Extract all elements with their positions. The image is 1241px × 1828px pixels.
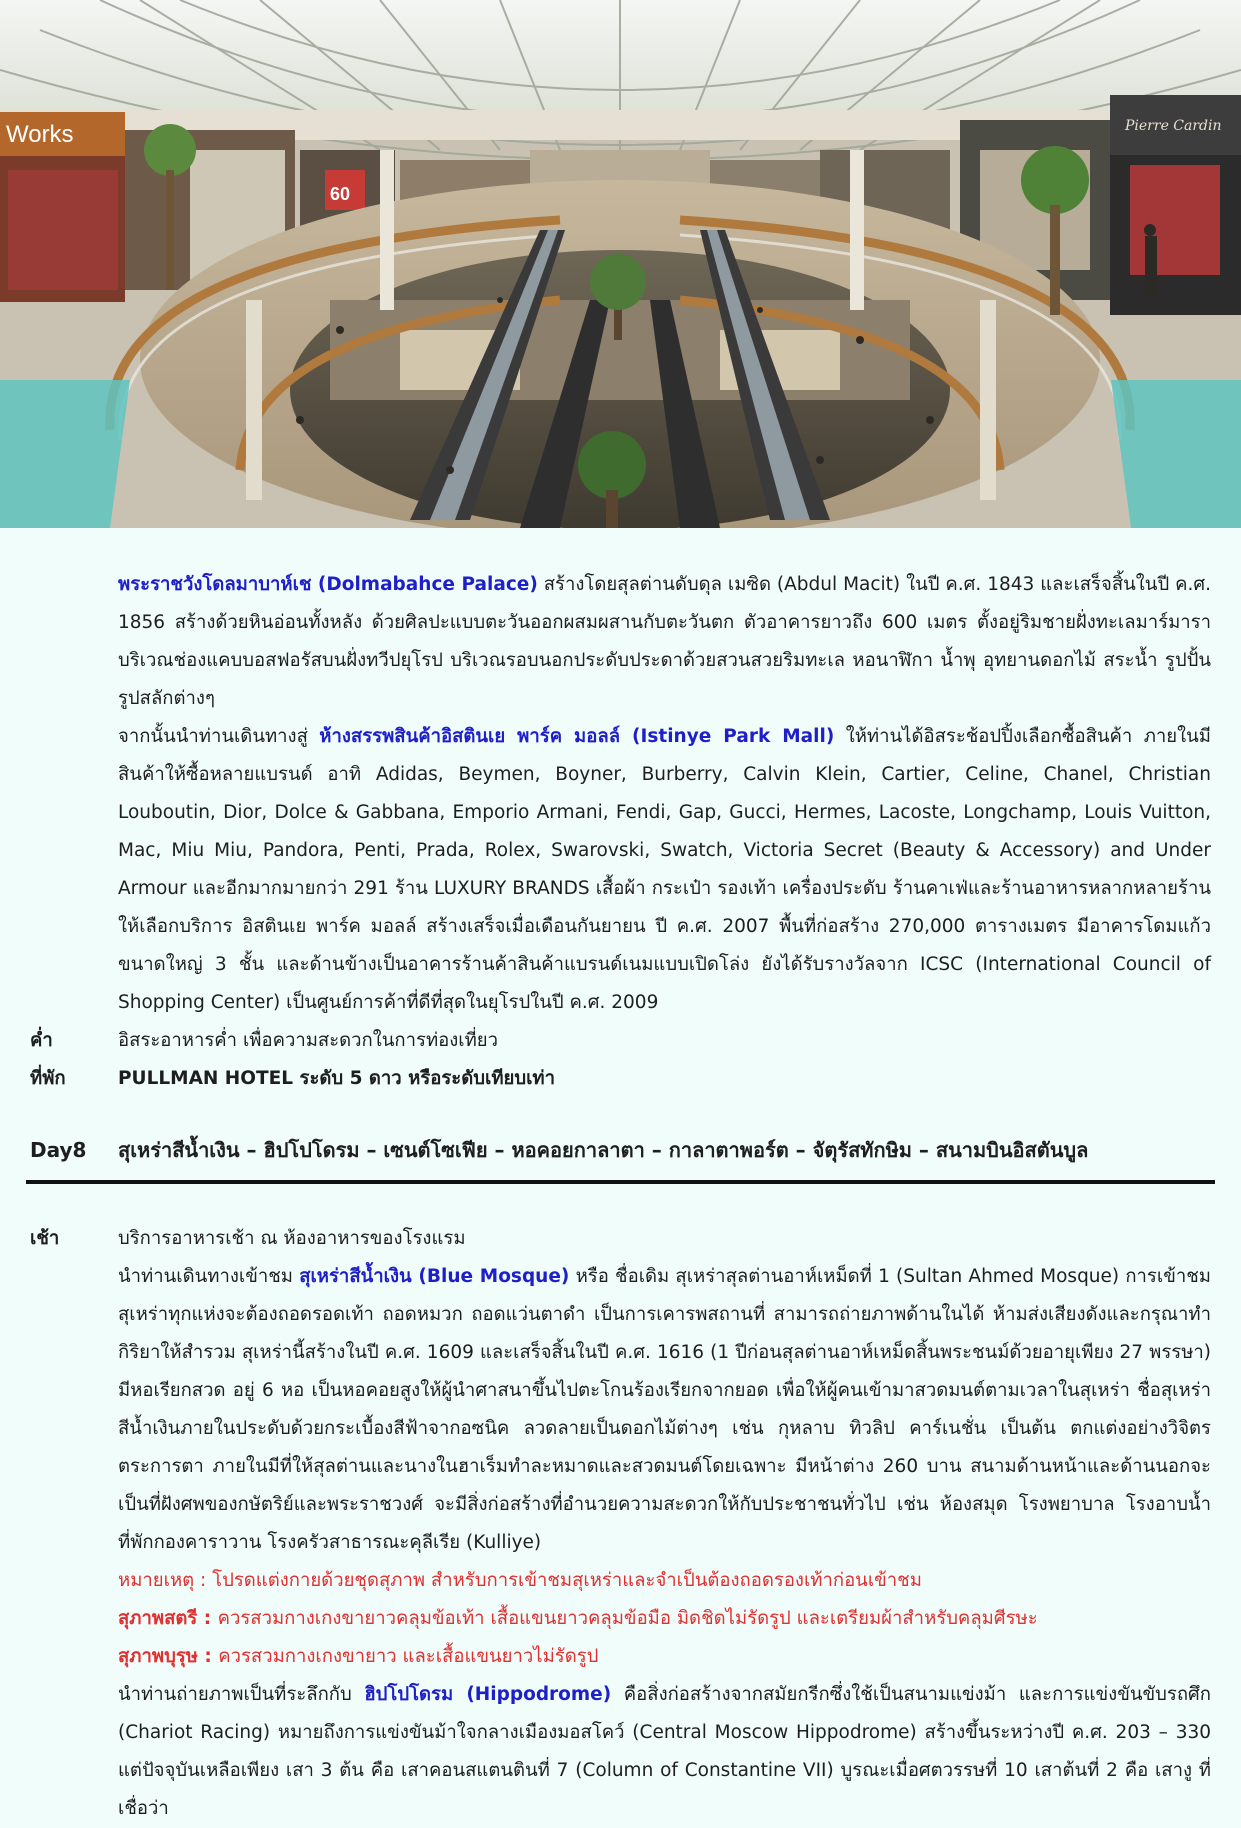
morning-label: เช้า (30, 1228, 60, 1249)
hippodrome-intro: นำท่านถ่ายภาพเป็นที่ระลึกกับ (118, 1684, 365, 1705)
day8-label: Day8 (30, 1138, 87, 1162)
breakfast-text: บริการอาหารเช้า ณ ห้องอาหารของโรงแรม (118, 1228, 466, 1249)
mall-hero-image (0, 0, 1241, 528)
day8-divider (26, 1180, 1215, 1184)
women-dress-paragraph (118, 1600, 1211, 1638)
mall-paragraph (118, 718, 1211, 1022)
dinner-text: อิสระอาหารค่ำ เพื่อความสะดวกในการท่องเที่ยว (118, 1030, 499, 1051)
palace-text: สร้างโดยสุลต่านดับดุล เมซิด (Abdul Macit) ในปี ค.ศ. 1843 และเสร็จสิ้นในปี ค.ศ. 1856 สร้างด้วยหินอ่อนทั้งหลัง ด้วยศิลปะแบบตะวันออกผสมผสานกับตะวันตก ตัวอาคารยาวถึง 600 เมตร ตั้งอยู่ริมชายฝั่งทะเลมาร์มาราบริเวณช่องแคบบอสฟอรัสบนฝั่งทวีปยุโรป บริเวณรอบนอกประดับประดาด้วยสวนสวยริมทะเล หอนาฬิกา น้ำพุ อุทยานดอกไม้ สระน้ำ รูปปั้น รูปสลักต่างๆ (118, 574, 1212, 709)
hotel-row (0, 1060, 1241, 1098)
hotel-label: ที่พัก (30, 1068, 66, 1089)
day8-header (0, 1128, 1241, 1172)
day8-title: สุเหร่าสีน้ำเงิน – ฮิปโปโดรม – เซนต์โซเฟีย – หอคอยกาลาตา – กาลาตาพอร์ต – จัตุรัสทักษิม – สนามบินอิสตันบูล (118, 1138, 1089, 1162)
women-label: สุภาพสตรี : (118, 1608, 218, 1629)
hotel-text: PULLMAN HOTEL ระดับ 5 ดาว หรือระดับเทียบเท่า (118, 1068, 555, 1089)
brand-script-sign: Pierre Cardin (1125, 118, 1222, 134)
mosque-intro: นำท่านเดินทางเข้าชม (118, 1266, 300, 1287)
dinner-row (0, 1022, 1241, 1060)
mall-intro: จากนั้นนำท่านเดินทางสู่ (118, 726, 320, 747)
palace-section (0, 566, 1241, 1022)
itinerary-body (0, 566, 1241, 1828)
mosque-text: หรือ ชื่อเดิม สุเหร่าสุลต่านอาห์เหม็ดที่ 1 (Sultan Ahmed Mosque) การเข้าชมสุเหร่าทุกแห่งจะต้องถอดรอดเท้า ถอดหมวก ถอดแว่นตาดำ เป็นการเคารพสถานที่ สามารถถ่ายภาพด้านในได้ ห้ามส่งเสียงดังและกรุณาทำกิริยาให้สำรวม สุเหร่านี้สร้างในปี ค.ศ. 1609 และเสร็จสิ้นในปี ค.ศ. 1616 (1 ปีก่อนสุลต่านอาห์เหม็ดสิ้นพระชนม์ด้วยอายุเพียง 27 พรรษา) มีหอเรียกสวด อยู่ 6 หอ เป็นหอคอยสูงให้ผู้นำศาสนาขึ้นไปตะโกนร้องเรียกจากยอด เพื่อให้ผู้คนเข้ามาสวดมนต์ตามเวลาในสุเหร่า ชื่อสุเหร่าสีน้ำเงินภายในประดับด้วยกระเบื้องสีฟ้าจากอซนิค ลวดลายเป็นดอกไม้ต่างๆ เช่น กุหลาบ ทิวลิป คาร์เนชั่น เป็นต้น ตกแต่งอย่างวิจิตรตระการตา ภายในมีที่ให้สุลต่านและนางในฮาเร็มทำละหมาดและสวดมนต์โดยเฉพาะ มีหน้าต่าง 260 บาน สนามด้านหน้าและด้านนอกจะเป็นที่ฝังศพของกษัตริย์และพระราชวงศ์ จะมีสิ่งก่อสร้างที่อำนวยความสะดวกให้กับประชาชนทั่วไป เช่น ห้องสมุด โรงพยาบาล โรงอาบน้ำ ที่พักกองคาราวาน โรงครัวสาธารณะคุลีเรีย (Kulliye) (118, 1266, 1211, 1553)
dress-note: หมายเหตุ : โปรดแต่งกายด้วยชุดสุภาพ สำหรับการเข้าชมสุเหร่าและจำเป็นต้องถอดรองเท้าก่อนเข้าชม (118, 1570, 922, 1591)
men-text: ควรสวมกางเกงขายาว และเสื้อแขนยาวไม่รัดรูป (218, 1646, 599, 1667)
men-dress-paragraph (118, 1638, 1211, 1676)
hippodrome-text: คือสิ่งก่อสร้างจากสมัยกรีกซึ่งใช้เป็นสนามแข่งม้า และการแข่งขันขับรถศึก (Chariot Racing) หมายถึงการแข่งขันม้าใจกลางเมืองมอสโคว์ (Central Moscow Hippodrome) สร้างขึ้นระหว่างปี ค.ศ. 203 – 330 แต่ปัจจุบันเหลือเพียง เสา 3 ต้น คือ เสาคอนสแตนตินที่ 7 (Column of Constantine VII) บูรณะเมื่อศตวรรษที่ 10 เสาต้นที่ 2 คือ เสางู ที่เชื่อว่า (118, 1684, 1211, 1819)
works-sign: Works (6, 121, 74, 148)
palace-paragraph (118, 566, 1211, 718)
mosque-name: สุเหร่าสีน้ำเงิน (Blue Mosque) (299, 1266, 570, 1287)
hippodrome-name: ฮิปโปโดรม (Hippodrome) (364, 1684, 612, 1705)
women-text: ควรสวมกางเกงขายาวคลุมข้อเท้า เสื้อแขนยาวคลุมข้อมือ มิดชิดไม่รัดรูป และเตรียมผ้าสำหรับคลุมศีรษะ (217, 1608, 1038, 1629)
hippodrome-paragraph (118, 1676, 1211, 1828)
men-label: สุภาพบุรุษ : (118, 1646, 219, 1667)
mall-text: ให้ท่านได้อิสระช้อปปิ้งเลือกซื้อสินค้า ภายในมีสินค้าให้ซื้อหลายแบรนด์ อาทิ Adidas, Beymen, Boyner, Burberry, Calvin Klein, Cartier, Celine, Chanel, Christian Louboutin, Dior, Dolce & Gabbana, Emporio Armani, Fendi, Gap, Gucci, Hermes, Lacoste, Longchamp, Louis Vuitton, Mac, Miu Miu, Pandora, Penti, Prada, Rolex, Swarovski, Swatch, Victoria Secret (Beauty & Accessory) and Under Armour และอีกมากมายกว่า 291 ร้าน LUXURY BRANDS เสื้อผ้า กระเป๋า รองเท้า เครื่องประดับ ร้านคาเฟ่และร้านอาหารหลากหลายร้านให้เลือกบริการ อิสตินเย พาร์ค มอลล์ สร้างเสร็จเมื่อเดือนกันยายน ปี ค.ศ. 2007 พื้นที่ก่อสร้าง 270,000 ตารางเมตร มีอาคารโดมแก้วขนาดใหญ่ 3 ชั้น และด้านข้างเป็นอาคารร้านค้าสินค้าแบรนด์เนมแบบเปิดโล่ง ยังได้รับรางวัลจาก ICSC (International Council of Shopping Center) เป็นศูนย์การค้าที่ดีที่สุดในยุโรปในปี ค.ศ. 2009 (118, 726, 1211, 1013)
mall-name: ห้างสรรพสินค้าอิสตินเย พาร์ค มอลล์ (Istinye Park Mall) (319, 726, 835, 747)
mosque-paragraph (118, 1258, 1211, 1562)
dinner-label: ค่ำ (30, 1030, 53, 1051)
sale-sign: 60 (330, 184, 351, 204)
morning-section (0, 1220, 1241, 1828)
palace-name: พระราชวังโดลมาบาห์เช (Dolmabahce Palace) (118, 574, 538, 595)
